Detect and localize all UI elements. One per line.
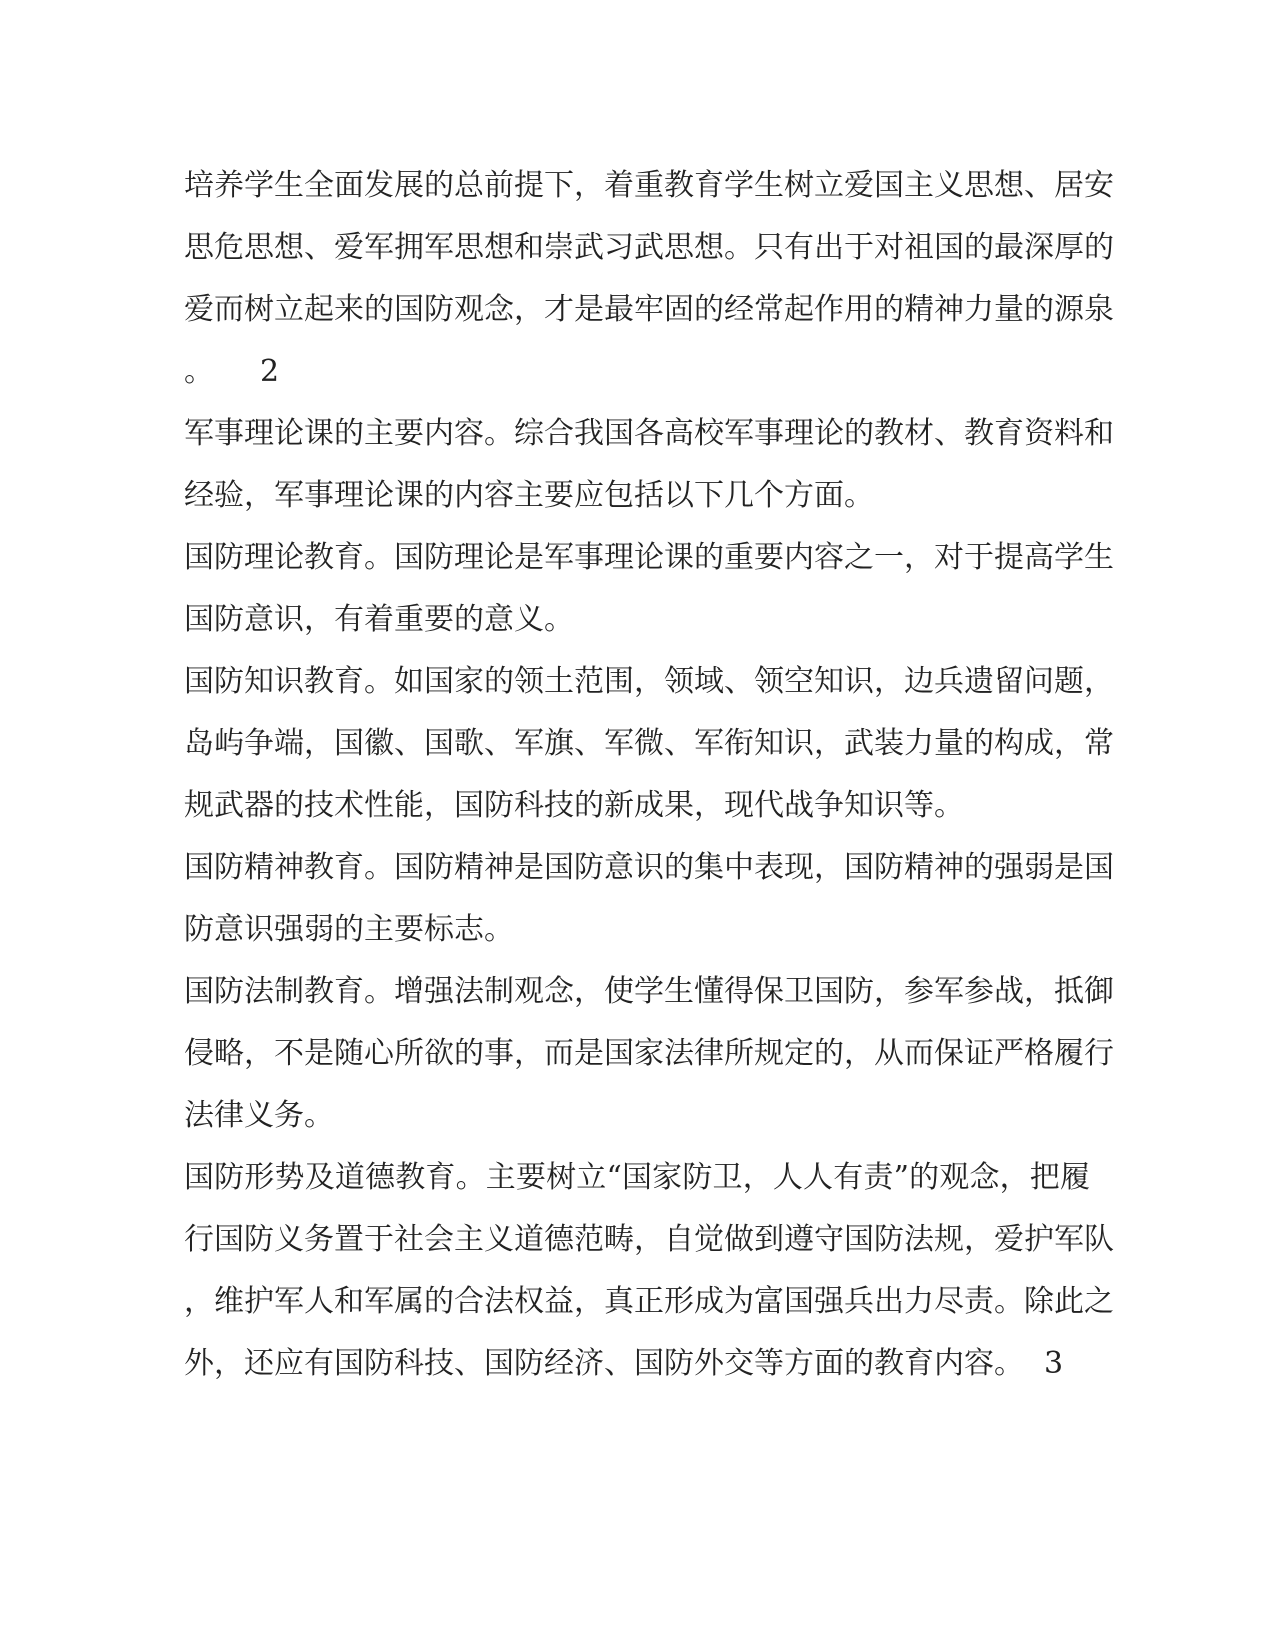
- footnote-marker: 2: [260, 354, 280, 389]
- text-line: 。: [184, 354, 214, 389]
- text-line: 防意识强弱的主要标志。: [184, 912, 514, 947]
- text-line: 军事理论课的主要内容。综合我国各高校军事理论的教材、教育资料和: [184, 416, 1114, 451]
- text-line: 培养学生全面发展的总前提下，着重教育学生树立爱国主义思想、居安: [184, 168, 1114, 203]
- text-line: ，维护军人和军属的合法权益，真正形成为富国强兵出力尽责。除此之: [184, 1284, 1114, 1319]
- footnote-marker: 3: [1044, 1346, 1064, 1381]
- text-line: 法律义务。: [184, 1098, 334, 1133]
- text-line: 侵略，不是随心所欲的事，而是国家法律所规定的，从而保证严格履行: [184, 1036, 1114, 1071]
- text-line: 国防知识教育。如国家的领土范围，领域、领空知识，边兵遗留问题，: [184, 664, 1114, 699]
- text-line: 规武器的技术性能，国防科技的新成果，现代战争知识等。: [184, 788, 964, 823]
- text-line: 行国防义务置于社会主义道德范畴，自觉做到遵守国防法规，爱护军队: [184, 1222, 1114, 1257]
- text-line: 爱而树立起来的国防观念，才是最牢固的经常起作用的精神力量的源泉: [184, 292, 1114, 327]
- text-line: 国防法制教育。增强法制观念，使学生懂得保卫国防，参军参战，抵御: [184, 974, 1114, 1009]
- text-line: 国防意识，有着重要的意义。: [184, 602, 574, 637]
- text-line: 思危思想、爱军拥军思想和崇武习武思想。只有出于对祖国的最深厚的: [184, 230, 1114, 265]
- text-line: 国防理论教育。国防理论是军事理论课的重要内容之一，对于提高学生: [184, 540, 1114, 575]
- text-line: 国防精神教育。国防精神是国防意识的集中表现，国防精神的强弱是国: [184, 850, 1114, 885]
- text-line: 国防形势及道德教育。主要树立“国家防卫，人人有责”的观念，把履: [184, 1160, 1090, 1195]
- text-line: 经验，军事理论课的内容主要应包括以下几个方面。: [184, 478, 874, 513]
- text-line: 外，还应有国防科技、国防经济、国防外交等方面的教育内容。: [184, 1346, 1024, 1381]
- text-line: 岛屿争端，国徽、国歌、军旗、军微、军衔知识，武装力量的构成，常: [184, 726, 1114, 761]
